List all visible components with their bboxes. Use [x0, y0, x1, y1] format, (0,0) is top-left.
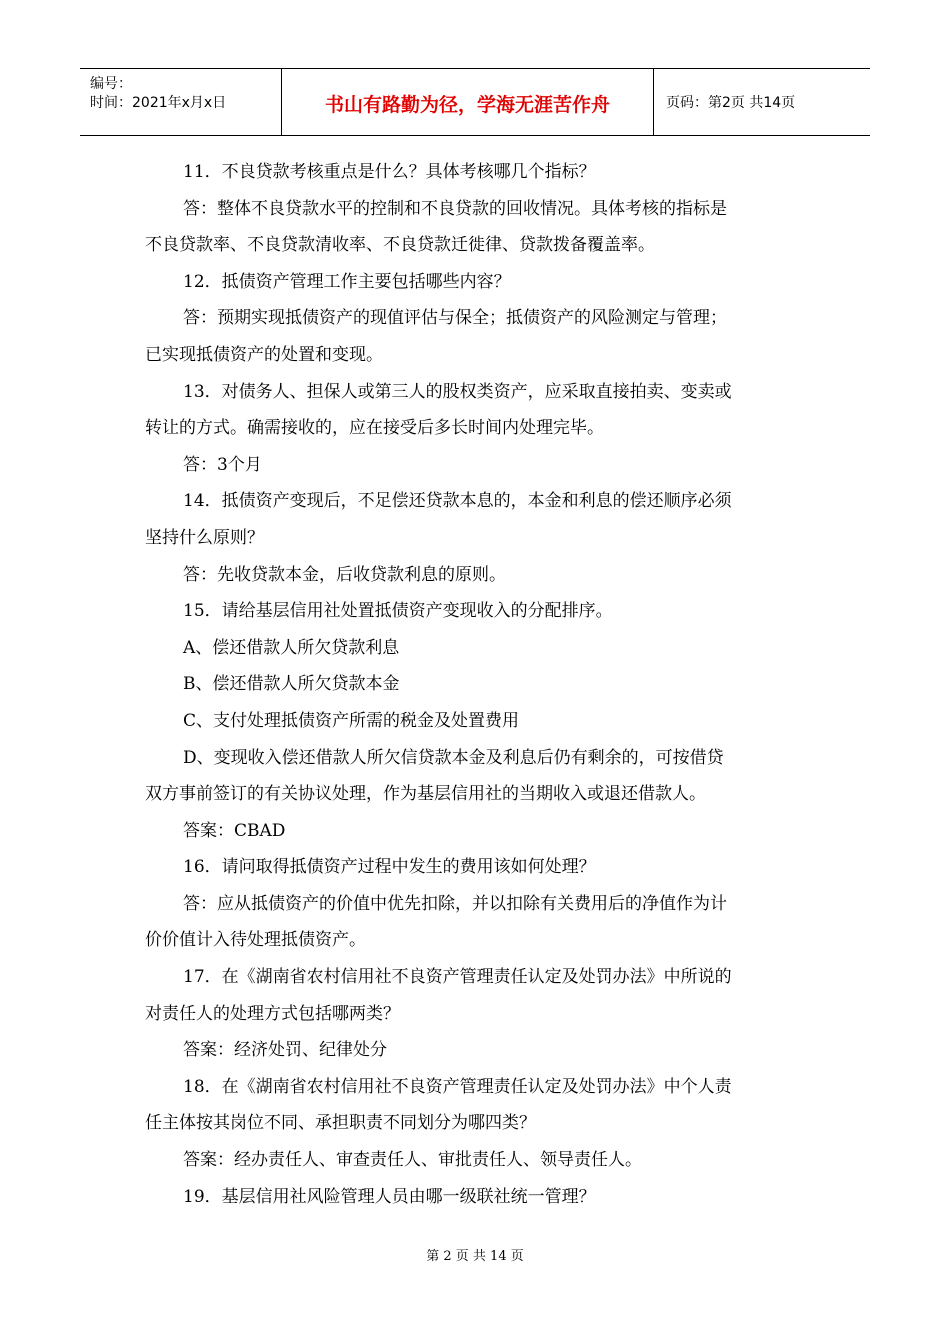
- header-page-label: 页码：第2页 共14页: [666, 95, 796, 111]
- text-line: 转让的方式。确需接收的，应在接受后多长时间内处理完毕。: [145, 418, 604, 439]
- text-line: 答：预期实现抵债资产的现值评估与保全；抵债资产的风险测定与管理；: [183, 308, 727, 329]
- text-line: 答案：经济处罚、纪律处分: [183, 1040, 387, 1061]
- text-line: 对责任人的处理方式包括哪两类？: [145, 1003, 400, 1024]
- text-line: 已实现抵债资产的处置和变现。: [145, 344, 383, 365]
- text-line: 答：先收贷款本金，后收贷款利息的原则。: [183, 564, 506, 585]
- text-line: 11．不良贷款考核重点是什么？具体考核哪几个指标？: [183, 162, 596, 182]
- text-line: A、偿还借款人所欠贷款利息: [183, 637, 400, 658]
- text-line: 不良贷款率、不良贷款清收率、不良贷款迁徙律、贷款拨备覆盖率。: [145, 235, 655, 256]
- text-line: 15．请给基层信用社处置抵债资产变现收入的分配排序。: [183, 601, 613, 622]
- text-line: 答：整体不良贷款水平的控制和不良贷款的回收情况。具体考核的指标是: [183, 198, 727, 219]
- text-line: 答案：CBAD: [183, 820, 286, 841]
- text-line: C、支付处理抵债资产所需的税金及处置费用: [183, 710, 520, 731]
- text-line: 答：3个月: [183, 454, 262, 475]
- header-motto: 书山有路勤为径，学海无涯苦作舟: [282, 69, 654, 135]
- text-line: 19．基层信用社风险管理人员由哪一级联社统一管理？: [183, 1186, 596, 1207]
- text-line: 价价值计入待处理抵债资产。: [145, 930, 366, 951]
- text-line: 任主体按其岗位不同、承担职责不同划分为哪四类？: [145, 1113, 536, 1134]
- document-number-label: 编号：: [90, 76, 132, 92]
- text-line: 答案：经办责任人、审查责任人、审批责任人、领导责任人。: [183, 1150, 642, 1171]
- text-line: 18．在《湖南省农村信用社不良资产管理责任认定及处罚办法》中个人责: [183, 1076, 732, 1097]
- page-footer: 第 2 页 共 14 页: [426, 1249, 524, 1264]
- text-line: 答：应从抵债资产的价值中优先扣除，并以扣除有关费用后的净值作为计: [183, 893, 727, 914]
- text-line: D、变现收入偿还借款人所欠信贷款本金及利息后仍有剩余的，可按借贷: [183, 747, 724, 768]
- text-line: 16．请问取得抵债资产过程中发生的费用该如何处理？: [183, 857, 596, 878]
- text-line: 双方事前签订的有关协议处理，作为基层信用社的当期收入或退还借款人。: [145, 784, 706, 805]
- page-header: [80, 68, 870, 136]
- text-line: B、偿还借款人所欠贷款本金: [183, 674, 400, 695]
- text-line: 17．在《湖南省农村信用社不良资产管理责任认定及处罚办法》中所说的: [183, 967, 732, 988]
- header-meta: [80, 69, 282, 135]
- document-body: [145, 154, 805, 1215]
- text-line: 坚持什么原则？: [145, 527, 264, 548]
- text-line: 12．抵债资产管理工作主要包括哪些内容？: [183, 271, 511, 292]
- text-line: 14．抵债资产变现后，不足偿还贷款本息的，本金和利息的偿还顺序必须: [183, 491, 732, 512]
- text-line: 13．对债务人、担保人或第三人的股权类资产，应采取直接拍卖、变卖或: [183, 381, 732, 402]
- document-date-label: 时间：2021年x月x日: [90, 95, 227, 111]
